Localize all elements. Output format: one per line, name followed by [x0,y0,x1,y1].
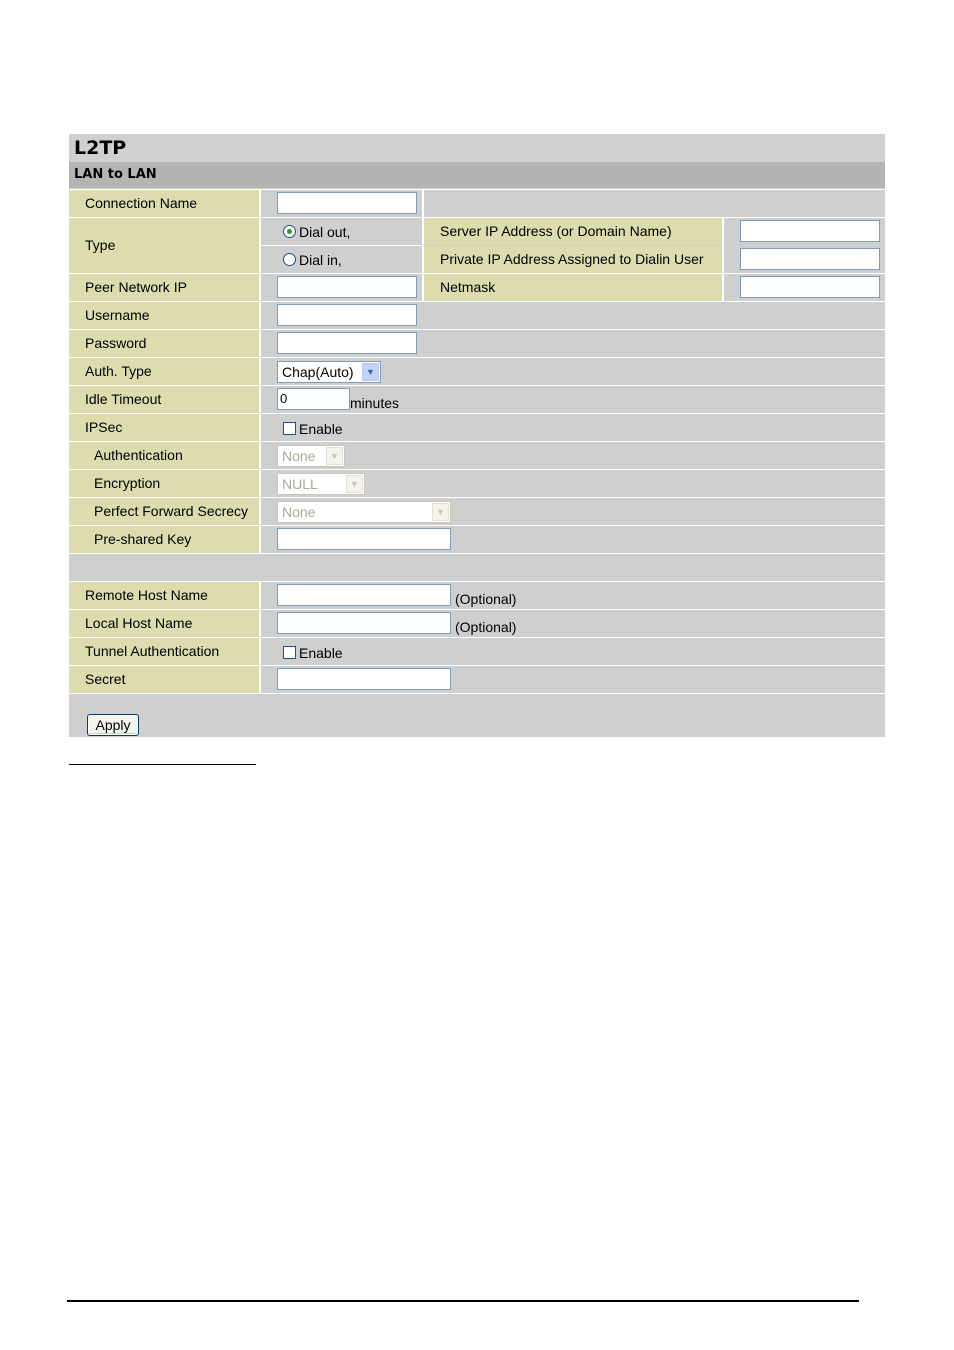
local-host-name-hint: (Optional) [455,619,517,635]
authentication-value: None [282,448,316,464]
row-authentication [69,442,885,470]
chevron-down-icon[interactable]: ▼ [326,447,343,465]
authentication-select[interactable] [277,445,345,467]
footer-divider [67,1300,859,1302]
row-encryption [69,470,885,498]
type-label: Type [69,218,259,273]
row-username [69,302,885,330]
row-type [69,218,885,274]
secret-input[interactable] [277,668,451,690]
connection-name-input[interactable] [277,192,417,214]
server-ip-input[interactable] [740,220,880,242]
password-label: Password [69,330,259,357]
idle-timeout-label: Idle Timeout [69,386,259,413]
dial-out-radio[interactable] [283,225,296,238]
username-label: Username [69,302,259,329]
dial-in-radio[interactable] [283,253,296,266]
row-idle-timeout [69,386,885,414]
short-divider [69,764,256,765]
netmask-label: Netmask [424,274,722,301]
chevron-down-icon[interactable]: ▼ [362,363,379,381]
dial-out-label: Dial out, [299,224,351,240]
encryption-select[interactable] [277,473,365,495]
row-ipsec [69,414,885,442]
preshared-key-input[interactable] [277,528,451,550]
chevron-down-icon[interactable]: ▼ [346,475,363,493]
remote-host-name-hint: (Optional) [455,591,517,607]
row-local-host-name [69,610,885,638]
username-input[interactable] [277,304,417,326]
ipsec-enable-label: Enable [299,421,343,437]
chevron-down-icon[interactable]: ▼ [432,503,449,521]
l2tp-panel [69,134,885,737]
remote-host-name-label: Remote Host Name [69,582,259,609]
netmask-input[interactable] [740,276,880,298]
idle-timeout-input[interactable]: 0 [277,388,350,410]
row-connection-name [69,190,885,218]
pfs-label: Perfect Forward Secrecy [69,498,259,525]
authentication-label: Authentication [69,442,259,469]
ipsec-enable-checkbox[interactable] [283,422,296,435]
row-password [69,330,885,358]
private-ip-input[interactable] [740,248,880,270]
page-title: L2TP [69,134,885,162]
encryption-label: Encryption [69,470,259,497]
local-host-name-input[interactable] [277,612,451,634]
preshared-key-label: Pre-shared Key [69,526,259,553]
dial-in-label: Dial in, [299,252,342,268]
row-remote-host-name [69,582,885,610]
server-ip-label: Server IP Address (or Domain Name) [424,218,722,245]
remote-host-name-input[interactable] [277,584,451,606]
section-title: LAN to LAN [69,162,885,188]
row-pfs [69,498,885,526]
idle-timeout-unit: minutes [350,395,400,411]
apply-button[interactable]: Apply [87,714,139,736]
row-spacer [69,554,885,582]
peer-network-ip-label: Peer Network IP [69,274,259,301]
row-secret [69,666,885,694]
pfs-value: None [282,504,316,520]
auth-type-label: Auth. Type [69,358,259,385]
row-tunnel-auth [69,638,885,666]
auth-type-value: Chap(Auto) [282,364,354,380]
row-auth-type [69,358,885,386]
tunnel-auth-label: Tunnel Authentication [69,638,259,665]
local-host-name-label: Local Host Name [69,610,259,637]
auth-type-select[interactable] [277,361,381,383]
password-input[interactable] [277,332,417,354]
secret-label: Secret [69,666,259,693]
pfs-select[interactable] [277,501,451,523]
private-ip-label: Private IP Address Assigned to Dialin User [424,246,722,273]
ipsec-label: IPSec [69,414,259,441]
encryption-value: NULL [282,476,318,492]
connection-name-label: Connection Name [69,190,259,217]
row-preshared-key [69,526,885,554]
tunnel-auth-enable-checkbox[interactable] [283,646,296,659]
peer-network-ip-input[interactable] [277,276,417,298]
tunnel-auth-enable-label: Enable [299,645,343,661]
row-peer-network-ip [69,274,885,302]
